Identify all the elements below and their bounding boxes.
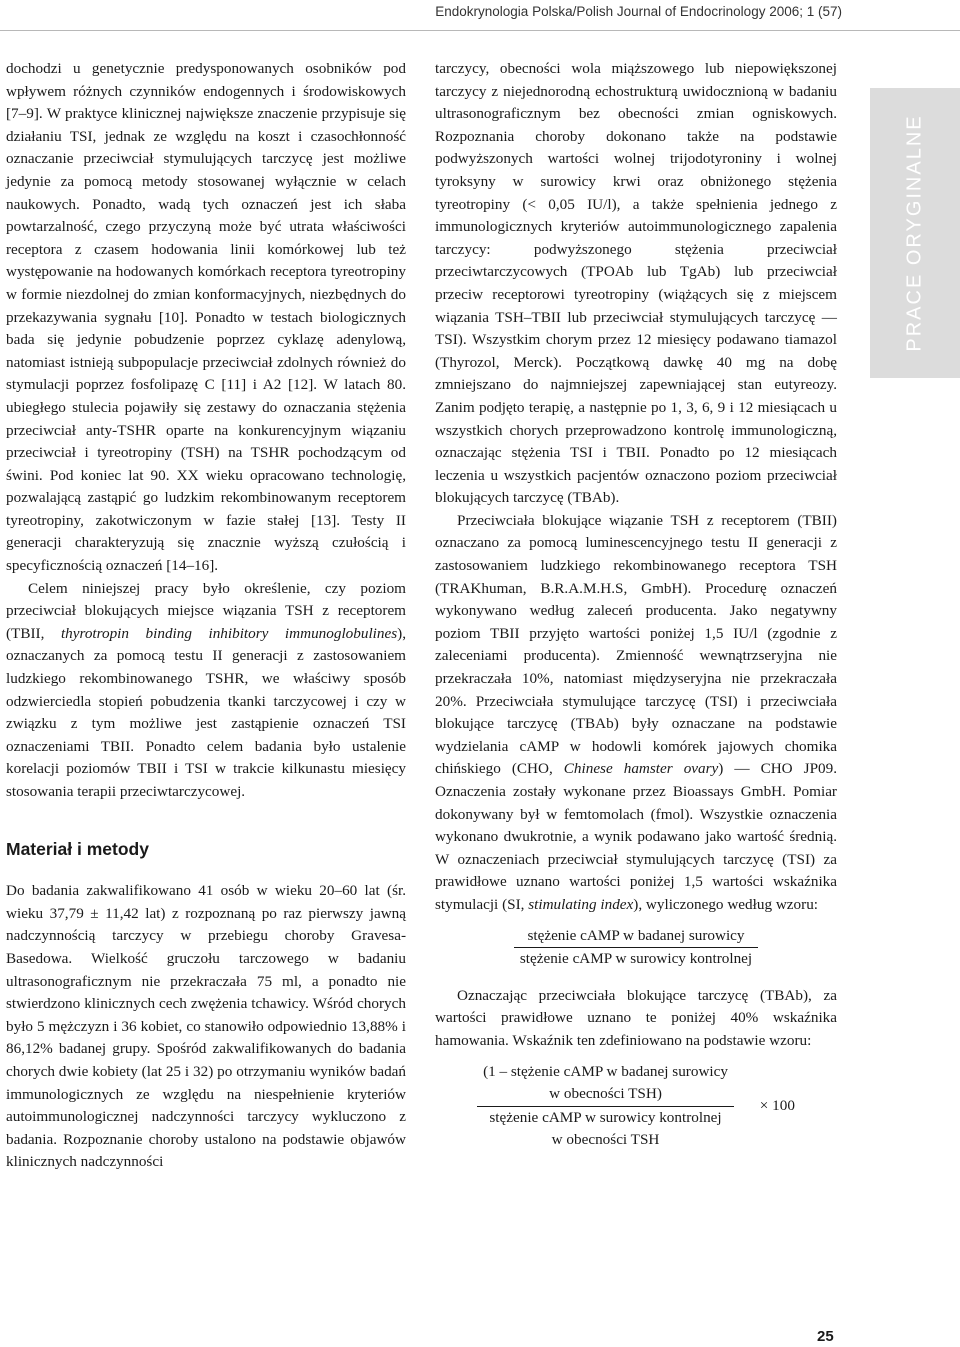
fraction-denominator: [477, 1107, 734, 1152]
assays-italic-2: stimulating index: [528, 895, 634, 913]
journal-title: Endokrynologia Polska/Polish Journal of Endocrinology 2006; 1 (57): [435, 4, 842, 19]
left-column: [6, 58, 406, 1174]
paragraph-aim: [6, 578, 406, 804]
numerator-line-2: w obecności TSH): [549, 1085, 662, 1103]
paragraph-tbab: Oznaczając przeciwciała blokujące tarczycę (TBAb), za wartości prawidłowe uznano te poniżej 40% wskaźnika hamowania. Wskaźnik ten zdefiniowano na podstawie wzoru:: [435, 986, 837, 1049]
section-heading-methods: Materiał i metody: [6, 838, 149, 859]
assays-text-3: ), wyliczonego według wzoru:: [633, 895, 819, 913]
assays-text-2: ) — CHO JP09. Oznaczenia zostały wykonane przez Bioassays GmbH. Pomiar dokonywany był w femtomolach (fmol). Wszystkie oznaczenia wykonano dwukrotnie, a wynik podawano jako wartość średnią. W oznaczeniach przeciwciał stymulujących tarczycę (TSI) za prawidłowe uznano wartości poniżej 1,5 wartości wskaźnika stymulacji (SI,: [435, 760, 838, 913]
aim-italic-term: thyrotropin binding inhibitory immunoglobulines: [60, 624, 398, 642]
right-column: [435, 58, 837, 1166]
formula-inhibition-index: [435, 1061, 837, 1152]
denominator-line-2: w obecności TSH: [551, 1131, 660, 1149]
running-header: [0, 0, 960, 31]
section-sidebar-label: PRACE ORYGINALNE: [903, 114, 926, 352]
fraction-numerator: stężenie cAMP w badanej surowicy: [514, 925, 758, 949]
formula-stimulation-index: [435, 925, 837, 971]
assays-text-1: Przeciwciała blokujące wiązanie TSH z receptorem (TBII) oznaczano za pomocą luminescencyjnego testu II generacji z zastosowaniem ludzkiego rekombinowanego receptora TSH (TRAKhuman, B.R.A.M.H.S, GmbH). Procedurę oznaczeń wykonywano według zaleceń producenta. Jako negatywny poziom TBII przyjęto wartości poniżej 1,5 IU/l (zgodnie z zaleceniami producenta). Zmienność wewnątrzseryjna nie przekraczała 10%, natomiast międzyseryjna nie przekraczała 20%. Przeciwciała stymulujące tarczycę (TSI) i przeciwciała blokujące tarczycę (TBAb) były oznaczane na podstawie wydzielania cAMP w hodowli komórek jajowych chomika chińskiego (CHO,: [435, 511, 837, 778]
assays-italic-1: Chinese hamster ovary: [563, 760, 719, 778]
aim-text-2: ), oznaczanych za pomocą testu II generacji z zastosowaniem ludzkiego rekombinowanego TSHR, we właściwy sposób odzwierciedla stopień pobudzenia tkanki tarczycowej i czy w związku z tym możliwe jest zastąpienie oznaczeń TSI oznaczeniami TBII. Ponadto celem badania było ustalenie korelacji poziomów TBII i TSI w trakcie kilkunastu miesięcy stosowania terapii przeciwtarczycowej.: [6, 624, 407, 800]
paragraph-diagnosis: tarczycy, obecności wola miąższowego lub niepowiększonej tarczycy z niejednorodną echostrukturą uwidocznioną w badaniu ultrasonograficznym bez obecności zmian ogniskowych. Rozpoznania choroby dokonano także na podstawie podwyższonych wartości wolnej trijodotyroniny i wolnej tyroksyny w surowicy krwi oraz obniżonego stężenia tyreotropiny (< 0,05 IU/l), a także spełnienia jednego z immunologicznych kryteriów autoimmunologicznego zapalenia tarczycy: podwyższonego stężenia przeciwciał przeciwtarczycowych (TPOAb lub TgAb) lub przeciwciał przeciw receptorowi tyreotropiny (wiążących się z miejscem wiązania TSH–TBII lub przeciwciał stymulujących tarczycę — TSI). Wszystkim chorym przez 12 miesięcy podawano tiamazol (Thyrozol, Merck). Początkową dawkę 40 mg na dobę zmniejszano do najmniejszej zapewniającej stan eutyreozy. Zanim podjęto terapię, a następnie po 1, 3, 6, 9 i 12 miesiącach u wszystkich chorych przeprowadzono kontrolę immunologiczną, oznaczając stężenia TSI i TBII. Ponadto po 12 miesiącach leczenia u wszystkich pacjentów oznaczono poziom przeciwciał blokujących tarczycę (TBAb).: [435, 60, 837, 507]
fraction: [514, 925, 758, 971]
fraction-numerator: [477, 1061, 734, 1107]
section-sidebar-tab: [870, 88, 960, 378]
fraction: [477, 1061, 734, 1152]
page-number: 25: [817, 1328, 834, 1345]
paragraph-assays: [435, 510, 837, 917]
aim-text-1: Celem niniejszej pracy było określenie, czy poziom przeciwciał blokujących miejsce wiązania TSH z receptorem (TBII,: [6, 579, 406, 642]
multiplier: × 100: [759, 1096, 795, 1114]
paragraph-methods: Do badania zakwalifikowano 41 osób w wieku 20–60 lat (śr. wieku 37,79 ± 11,42 lat) z rozpoznaną po raz pierwszy jawną nadczynnością tarczycy w przebiegu choroby Gravesa-Basedowa. Wielkość gruczołu tarczowego w badaniu ultrasonograficznym nie przekraczała 75 ml, a ponadto nie stwierdzono klinicznych cech zwężenia tchawicy. Wśród chorych było 5 mężczyzn i 36 kobiet, co stanowiło odpowiednio 13,88% i 86,12% badanej grupy. Spośród zakwalifikowanych do badania chorych dwie kobiety (lat 25 i 32) po otrzymaniu wyników badań immunologicznych ze względu na niespełnienie kryteriów autoimmunologicznej nadczynności tarczycy wykluczono z badania. Rozpoznanie choroby ustalono na podstawie objawów klinicznych nadczynności: [6, 882, 406, 1171]
fraction-denominator: stężenie cAMP w surowicy kontrolnej: [519, 950, 753, 968]
paragraph-intro-continued: dochodzi u genetycznie predysponowanych osobników pod wpływem różnych czynników endogennych i środowiskowych [7–9]. W praktyce klinicznej największe znaczenie przypisuje się działaniu TSI, jednak ze względu na koszt i czasochłonność oznaczanie przeciwciał stymulujących tarczycę jest możliwe jedynie za pomocą metody stosowanej wyłącznie w celach naukowych. Ponadto, wadą tych oznaczeń jest ich słaba powtarzalność, czego przyczyną może być utrata właściwości receptora z czasem hodowania linii komórkowej lub też występowanie na hodowanych komórkach receptora tyreotropiny w formie niezdolnej do zmian konformacyjnych, niezbędnych do przekazywania sygnału [10]. Ponadto w testach biologicznych bada się jedynie pobudzenie poprzez cyklazę adenylową, natomiast istnieją subpopulacje przeciwciał zdolnych również do stymulacji poprzez fosfolipazę C [11] i A2 [12]. W latach 80. ubiegłego stulecia pojawiły się zestawy do oznaczania stężenia przeciwciał anty-TSHR oparte na konkurencyjnym wiązaniu przeciwciał i tyreotropiny (TSH) na TSHR pochodzącym od świni. Pod koniec lat 90. XX wieku opracowano technologię, pozwalającą zastąpić go ludzkim rekombinowanym receptorem tyreotropiny, zakotwiczonym w fazie stałej [13]. Testy II generacji charakteryzują się znacznie wyższą czułością i specyficznością oznaczeń [14–16].: [6, 60, 406, 575]
denominator-line-1: stężenie cAMP w surowicy kontrolnej: [489, 1108, 722, 1126]
numerator-line-1: (1 – stężenie cAMP w badanej surowicy: [483, 1062, 728, 1080]
